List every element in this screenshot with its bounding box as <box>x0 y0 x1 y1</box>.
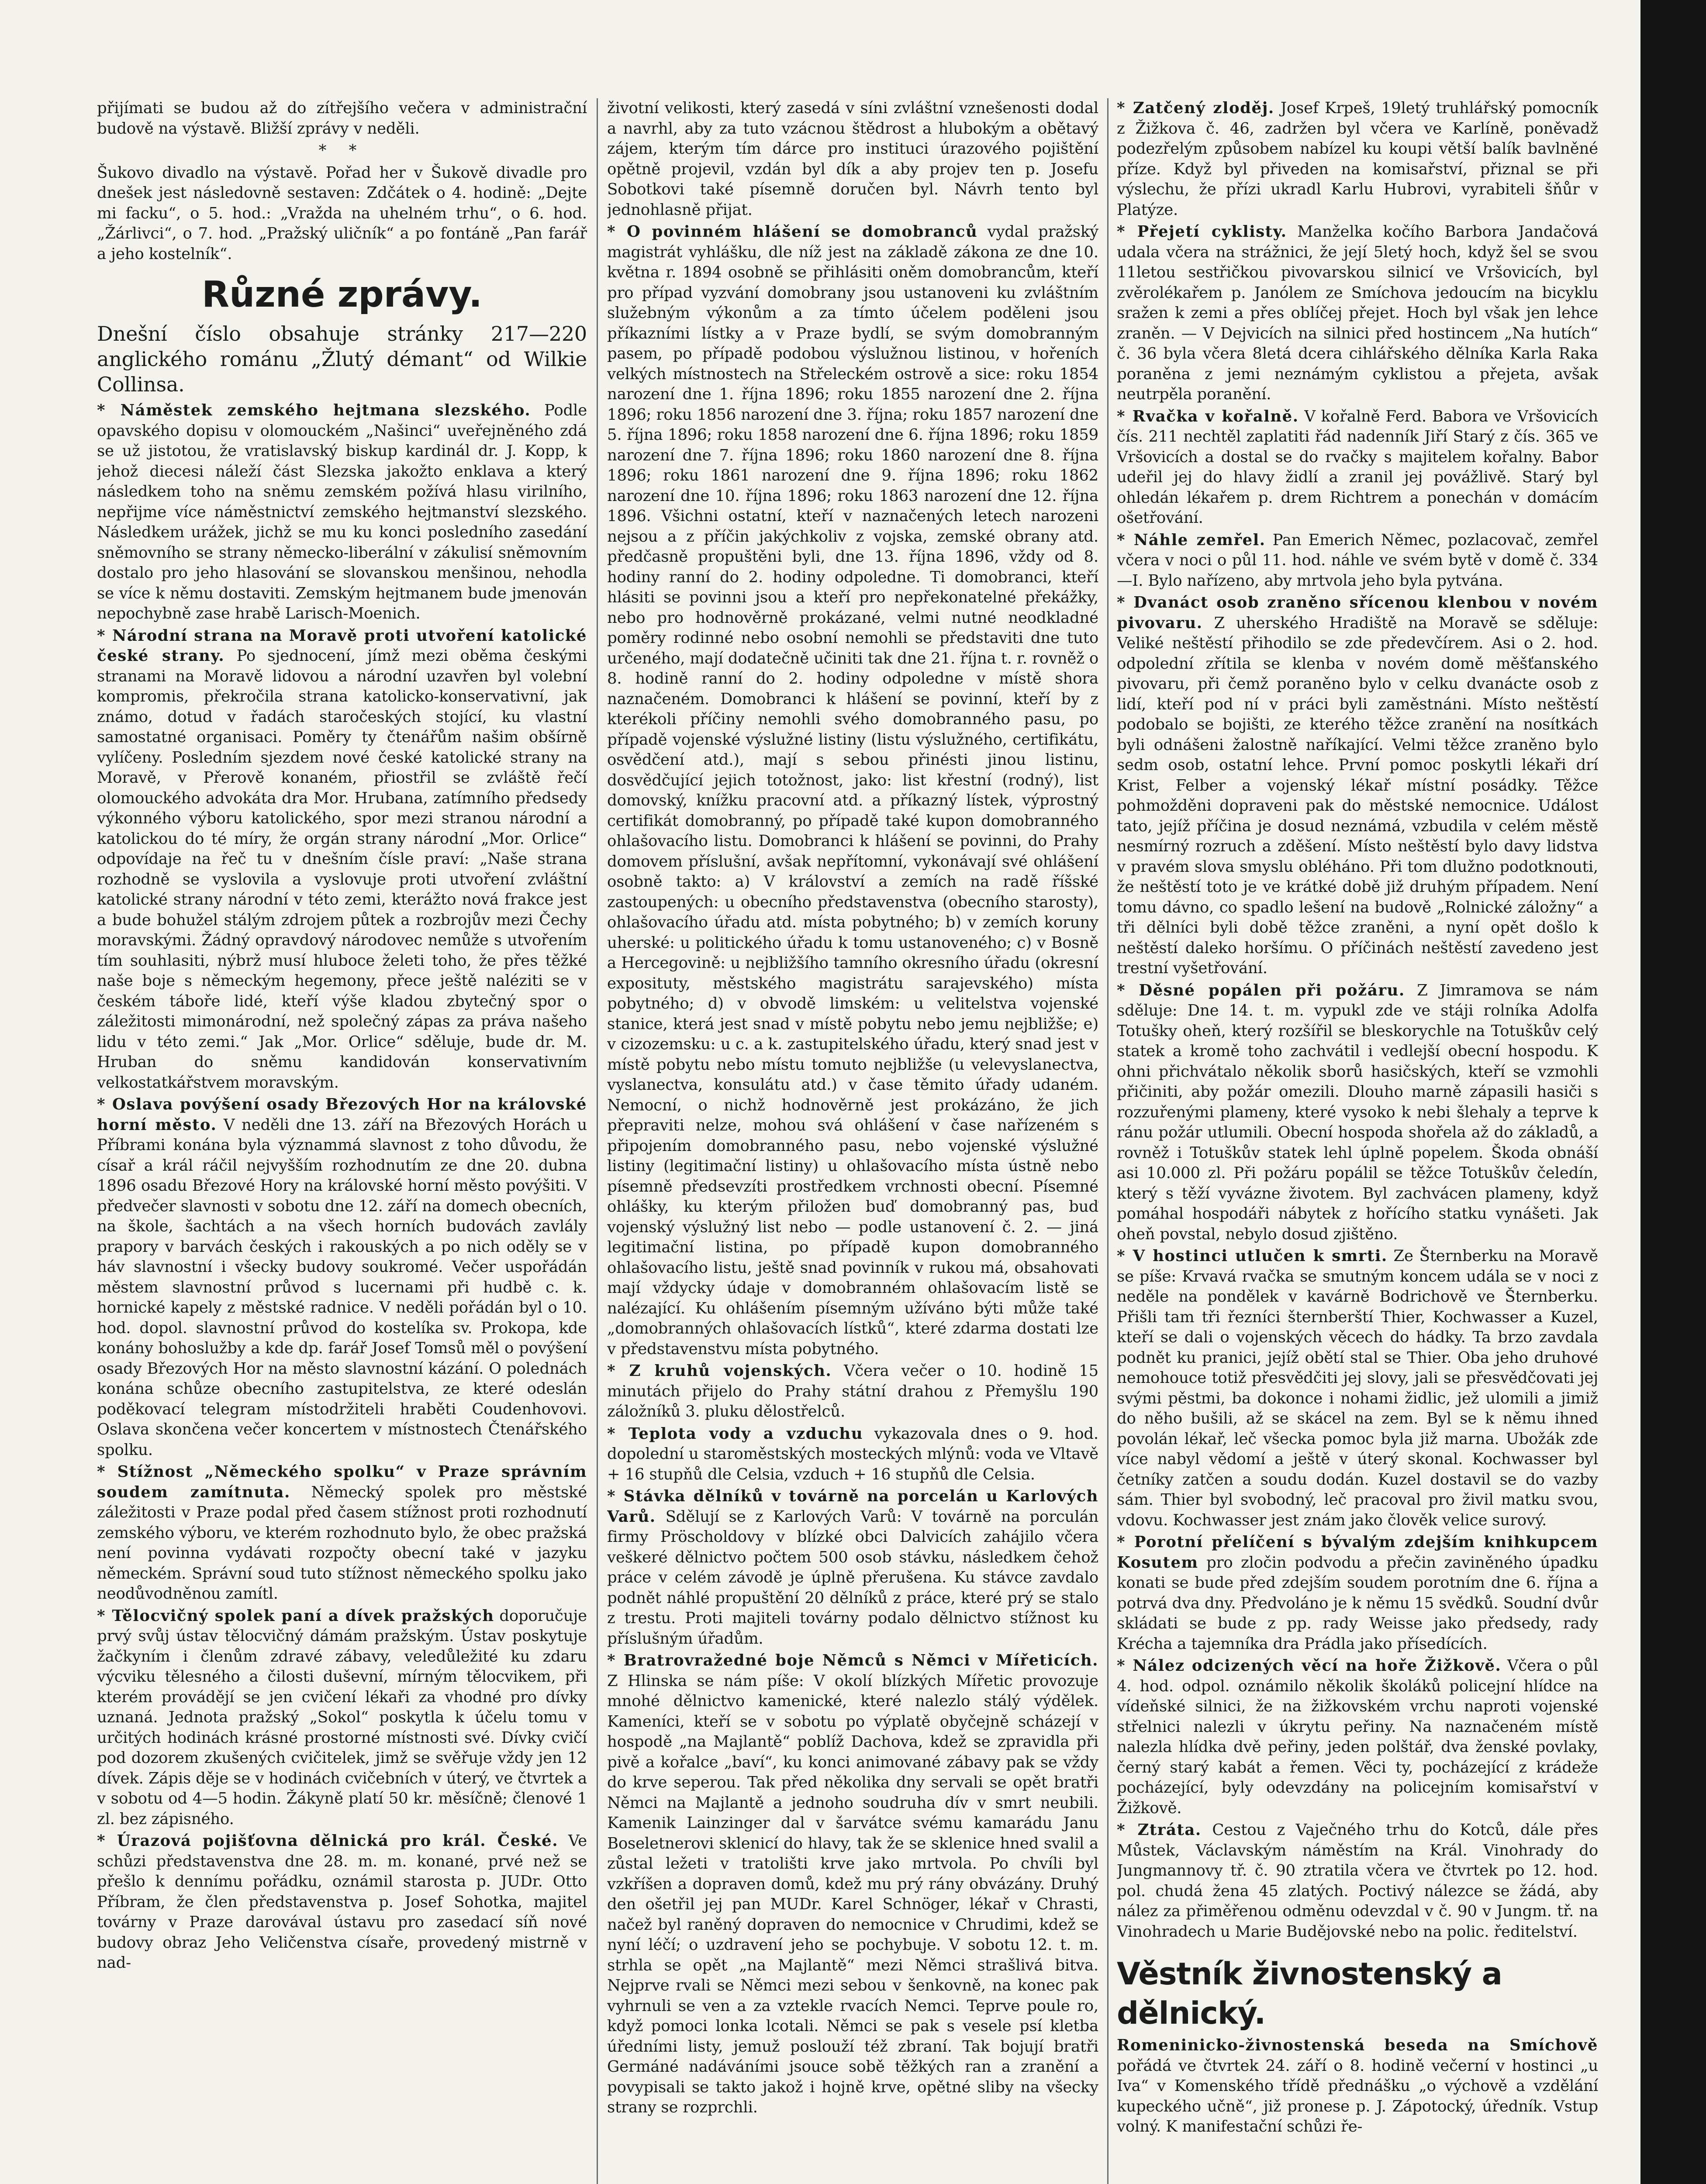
article-text: Sdělují se z Karlových Varů: V továrně na porculán firmy Pröscholdovy v blízké obci Dalvicích zahájilo včera veškeré dělnictvo počtem 500 osob stávku, následkem čehož práce v celém závodě je úplně přerušena. Ku stávce zavdalo podnět náhlé propuštění 20 dělníků z práce, které prý se stalo z trestu. Proti majiteli továrny podalo dělnictvo stížnost ku příslušným úřadům. <box>607 1507 1098 1648</box>
article-text: Včera o půl 4. hod. odpol. oznámilo několik školáků policejní hlídce na vídeňské silnici, že na žižkovském vrchu naproti vojenské střelnici nalezli v úkrytu peřiny. Na naznačeném místě nalezla hlídka dvě peřiny, jeden polštář, dva ženské povlaky, černý starý kabát a řemen. Věci ty, pocházející z krádeže pocházející, byly odevzdány na policejním komisařství v Žižkově. <box>1117 1657 1598 1817</box>
article-text: doporučuje prvý svůj ústav tělocvičný dámám pražským. Ústav poskytuje žačkyním i členům zdravé zábavy, veledůležité ku zdaru výcviku tělesného a čilosti duševní, mírným tělocvikem, při kterém provádějí se jen cvičení lékaři za vhodné pro dívky uznaná. Jednota pražský „Sokol“ poskytla k účelu tomu v určitých hodinách krásné prostorné místnosti své. Dívky cvičí pod dozorem zkušených cvičitelek, jimž se svěřuje vždy jen 12 dívek. Zápis děje se v hodinách cvičebních v úterý, ve čtvrtek a v sobotu od 4—5 hodin. Žákyně platí 50 kr. měsíčně; členové 1 zl. bez zápisného. <box>97 1607 587 1828</box>
article-text: Německý spolek pro městské záležitosti v Praze podal před časem stížnost proti rozhodnutí zemského výboru, ve kterém rozhodnuto bylo, že obec pražská není povinna vydávati rozpočty obecní také v jazyku německém. Správní soud tuto stížnost německého spolku jako neodůvodněnou zamítl. <box>97 1483 587 1603</box>
column-2 <box>607 98 1098 2184</box>
article-headline: * Úrazová pojišťovna dělnická pro král. České. <box>97 1832 559 1850</box>
article-text: Ve schůzi představenstva dne 28. m. m. konané, prvé než se přešlo k dennímu pořádku, oznámil starosta p. JUDr. Otto Příbram, že člen představenstva p. Josef Sohotka, majitel továrny v Praze darovával ústavu pro zasedací síň nové budovy obraz Jeho Veličenstva císaře, provedený mistrně v nad- <box>97 1832 587 1972</box>
article-text: přijímati se budou až do zítřejšího večera v administrační budově na výstavě. Bližší zprávy v neděli. <box>97 99 587 138</box>
column-1 <box>97 98 587 2184</box>
article-headline: * O povinném hlášení se domobranců <box>607 223 978 241</box>
article-headline: * Ztráta. <box>1117 1821 1202 1839</box>
article-headline: * Teplota vody a vzduchu <box>607 1424 863 1443</box>
article-headline: * Národní strana na Moravě proti utvoření katolické české strany. <box>97 626 587 665</box>
article-headline: * Náměstek zemského hejtmana slezského. <box>97 401 531 419</box>
page-edge <box>1640 0 1706 2184</box>
section-title: Věstník živnostenský a dělnický. <box>1117 1956 1502 2031</box>
article-headline: * Tělocvičný spolek paní a dívek pražských <box>97 1607 494 1625</box>
column-3 <box>1117 98 1598 2184</box>
article-headline: * Oslava povýšení osady Březových Hor na královské horní město. <box>97 1095 587 1134</box>
article-headline: * Stávka dělníků v továrně na porcelán u Karlových Varů. <box>607 1487 1098 1526</box>
article-headline: * Z kruhů vojenských. <box>607 1362 832 1380</box>
article-text: Josef Krpeš, 19letý truhlářský pomocník z Žižkova č. 46, zadržen byl včera ve Karlíně, poněvadž podezřelým způsobem nabízel ku koupi větší balík bavlněné příze. Když byl přiveden na komisařství, přiznal se při výslechu, že přízi ukradl Karlu Hubrovi, vyrabiteli šňůr v Platýze. <box>1117 99 1598 219</box>
column-rule-1 <box>597 98 598 2184</box>
article-headline: * Přejetí cyklisty. <box>1117 223 1287 241</box>
article-headline: * Děsné popálen při požáru. <box>1117 981 1405 999</box>
article-headline: * Dvanáct osob zraněno sřícenou klenbou v novém pivovaru. <box>1117 594 1598 632</box>
article-headline: * Stížnost „Německého spolku“ v Praze správním soudem zamítnuta. <box>97 1463 587 1501</box>
article-text: Po sjednocení, jímž mezi oběma českými stranami na Moravě lidovou a národní uzavřen byl volební kompromis, překročila strana katolicko-konservativní, jak známo, dotud v řadách staročeských stojící, ku vlastní samostatné organisaci. Poměry ty čtenářům našim obšírně vylíčeny. Posledním sjezdem nové české katolické strany na Moravě, v Přerově konaném, přiostřil se zvláště řečí olomouckého advokáta dra Mor. Hrubana, zatímního předsedy výkonného výboru katolického, spor mezi stranou národní a katolickou do té míry, že orgán strany národní „Mor. Orlice“ odpovídaje na řeč tu v dnešním čísle praví: „Naše strana rozhodně se vyslovila a vyslovuje proti utvoření zvláštní katolické strany národní v této zemi, kterážto nová frakce jest a bude bohužel stálým zdrojem půtek a rozbrojův mezi Čechy moravskými. Žádný opravdový národovec nemůže s utvořením tím souhlasiti, nýbrž musí hluboce želeti toho, že přes těžké naše boje s německým hegemony, přece ještě naléziti se v českém táboře lidé, kteří výše kladou zbytečný spor o záležitosti mimonárodní, než společný zápas za práva našeho lidu v této zemi.“ Jak „Mor. Orlice“ sděluje, bude dr. M. Hruban do sněmu kandidován konservativním velkostatkářstvem moravským. <box>97 647 587 1092</box>
article-text: Z Hlinska se nám píše: V okolí blízkých Mířetic provozuje mnohé dělnictvo kamenické, které nalezlo stálý výdělek. Kameníci, kteří se v sobotu po výplatě obyčejně scházejí v hospodě „na Majlantě“ poblíž Dachova, kdež se zpravidla při pivě a kořalce „baví“, ku konci animované zábavy pak se vždy do krve seperou. Tak před několika dny servali se opět bratři Němci na Majlantě a jednoho soudruha dív v smrt neubili. Kamenik Lainzinger dal v šarvátce svému kamarádu Janu Boseletnerovi sklenicí do hlavy, tak že se sklenice hned svalil a zůstal ležeti v tratolišti krve jako mrtvola. Po chvíli byl vzkříšen a dopraven domů, kdež mu prý rány obvázány. Druhý den ošetřil jej pan MUDr. Karel Schnöger, lékař v Chrasti, načež byl raněný dopraven do nemocnice v Chrudimi, kdež se nyní léčí; o uzdravení jeho se pochybuje. V sobotu 12. t. m. strhla se opět „na Majlantě“ mezi Němci strašlivá bitva. Nejprve rvali se Němci mezi sebou v šenkovně, na konec pak vyhrnuli se ven a za vztekle rvacích Nemci. Teprve poule ro, když pomoci lonka lcotali. Němci se pak s vesele psí kletba úředními listy, jemuž poslouží též zbraní. Tak bojují bratři Germáné nadáváními jsouce sobě těžkých ran a zranění a povypisali se takto jakož i hojně krve, opětné sliby na všecky strany se rozprchli. <box>607 1672 1098 2116</box>
article-headline: * Zatčený zloděj. <box>1117 99 1274 117</box>
article-text: Ze Šternberku na Moravě se píše: Krvavá rvačka se smutným koncem udála se v noci z neděle na pondělek v kavárně Bodrichově ve Šternberku. Přišli tam tři řezníci šternberští Thier, Kochwasser a Kuzel, kteří se dali o vojenských věcech do hádky. Ta brzo zavdala podnět ku pranici, jejíž obětí stal se Thier. Oba jeho druhové nemohouce totiž přesvědčiti jej slovy, jali se přesvědčovati jej svými pěstmi, ba dokonce i nohami židlic, jež ulomili a jimiž do něho bušili, až se skácel na zem. Byl se k němu ihned povolán lékař, leč všecka pomoc byla již marna. Ubožák zde více nabyl vědomí a ještě v úterý skonal. Kochwasser byl četníky zatčen a soudu dodán. Kuzel dostavil se do vazby sám. Thier byl svobodný, leč pracoval pro živil matku svou, vdovu. Kochwasser jest znám jako člověk velice surový. <box>1117 1247 1598 1529</box>
section-title: Různé zprávy. <box>202 274 482 315</box>
article-headline: * Nález odcizených věcí na hoře Žižkově. <box>1117 1657 1502 1675</box>
article-text: vydal pražský magistrát vyhlášku, dle níž jest na základě zákona ze dne 10. května r. 1894 osobně se přihlásiti oněm domobrancům, kteří pro případ vyzvání domobrany jsou ustanoveni ku zvláštním služebným výkonům a za tímto účelem poděleni jsou příkazními lístky a v Praze bydlí, se svým domobranným pasem, po případě podobou výslužnou listinou, v hořeních velkých místnostech na Střeleckém ostrově a sice: roku 1854 narození dne 1. října 1896; roku 1855 narození dne 2. října 1896; roku 1856 narození dne 3. října; roku 1857 narození dne 5. října 1896; roku 1858 narození dne 6. října 1896; roku 1859 narození dne 7. října 1896; roku 1860 narození dne 8. října 1896; roku 1861 narození dne 9. října 1896; roku 1862 narození dne 10. října 1896; roku 1863 narození dne 12. října 1896. Všichni ostatní, kteří v naznačených letech narozeni nejsou a z příčin jakýchkoliv z vojska, zemské obrany atd. předčasně propuštěni byli, dne 13. října 1896, vždy od 8. hodiny ranní do 2. hodiny odpoledne. Ti domobranci, kteří hlásiti se povinni jsou a kteří pro nepřekonatelné překážky, nebo pro hodnověrně prokázané, velmi nutné neodkladné poměry rodinné nebo osobní nemohli se představiti dne tuto určeného, mají dodatečně učiniti tak dne 21. října t. r. rovněž o 8. hodině ranní do 2. hodiny odpoledne v místě shora naznačeném. Domobranci k hlášení se povinní, kteří by z kterékoli příčiny nemohli svého domobranného pasu, po případě vojenské výslužné listiny (listu výslužného, certifikátu, osvědčení atd.), mají s sebou přinésti jinou listinu, dosvědčující jejich totožnost, jako: list křestní (rodný), list domovský, knížku pracovní atd. a příkazný lístek, výprostný certifikát domobranný, po případě také kupon domobranného ohlašovacího listu. Domobranci k hlášení se povinni, do Prahy domovem příslušní, avšak nepřítomní, vykonávají své ohlášení osobně takto: a) V království a zemích na radě říšské zastoupených: u obecního představenstva (obecního starosty), ohlašovacího úřadu atd. místa pobytného; b) v zemích koruny uherské: u politického úřadu k tomu ustanoveného; c) v Bosně a Hercegovině: u nejbližšího tamního okresního úřadu (okresní exposituty, městského magistrátu sarajevského) místa pobytného; d) v obvodě limském: u velitelstva vojenské stanice, která jest snad v místě pobytu nebo jemu nejbližše; e) v cizozemsku: u c. a k. zastupitelského úřadu, který snad jest v místě pobytu nebo místu tomuto nejbližše (u velevyslanectva, vyslanectva, konsulátu atd.) v čase těmito úřady udaném. Nemocní, o nichž hodnověrně jest prokázáno, že jich přepraviti nelze, mohou svá ohlášení v čase nařízeném s připojením domobranného pasu, nebo vojenské výslužné listiny (legitimační listiny) u ohlašovacího místa ústně nebo písemně předsevzíti prostředkem vrchnosti obecní. Písemné ohlášky, ku kterým přiložen buď domobranný pas, buď vojenský výslužný list nebo — podle ustanovení č. 2. — jiná legitimační listina, po případě kupon domobranného ohlašovacího listu, ještě snad povinník v rukou má, obsahovati mají vždycky údaje v domobranném ohlašovacím listě se nalézající. Ku ohlášením písemným užíváno býti může také „domobranných ohlašovacích lístků“, které zdarma dostati lze v představenstvu místa pobytného. <box>607 223 1098 1358</box>
article-text: Cestou z Vaječného trhu do Kotců, dále přes Můstek, Václavským náměstím na Král. Vinohrady do Jungmannovy tř. č. 90 ztratila včera ve čtvrtek po 12. hod. pol. chudá žena 45 zlatých. Poctivý nálezce se žádá, aby nález za přiměřenou odměnu odevzdal v č. 90 v Jungm. tř. na Vinohradech u Marie Budějovské nebo na polic. ředitelství. <box>1117 1821 1598 1941</box>
article-text: životní velikosti, který zasedá v síni zvláštní vznešenosti dodal a navrhl, aby za tuto vzácnou štědrost a hlubokým a obětavý zájem, kterým tím dárce pro instituci úrazového pojištění opětně projevil, vzdán byl dík a aby projev ten p. Josefu Sobotkovi také písemně doručen byl. Návrh tento byl jednohlasně přijat. <box>607 99 1098 219</box>
article-text: pořádá ve čtvrtek 24. září o 8. hodině večerní v hostinci „u Iva“ v Komenského třídě přednášku „o výchově a vzdělání kupeckého učně“, již pronese p. J. Zápotocký, úředník. Vstup volný. K manifestační schůzi ře- <box>1117 2056 1598 2136</box>
article-headline: * Rvačka v kořalně. <box>1117 407 1299 425</box>
article-text: Podle opavského dopisu v olomouckém „Našinci“ uveřejněného zdá se už jistotou, že vratislavský biskup kardinál dr. J. Kopp, k jehož diecesi náleží část Slezska jakožto enklava a který následkem toho na sněmu zemském požívá hlasu virilního, nepřijme více náměstnictví zemského hejtmanství slezského. Následkem urážek, jichž se mu ku konci posledního zasedání sněmovního se strany německo-liberální v zákulisí sněmovním dostalo pro jeho hlasování se slovanskou menšinou, nehodla se více k němu dostaviti. Zemským hejtmanem bude jmenován nepochybně zase hrabě Larisch-Moenich. <box>97 401 587 622</box>
article-text: Manželka kočího Barbora Jandačová udala včera na strážnici, že její 5letý hoch, když šel se svou 11letou sestřičkou pivovarskou silnicí ve Vršovicích, byl zvěrolékařem p. Janólem ze Smíchova jedoucím na bicyklu sražen k zemi a přes oblíčej přejet. Hoch byl však jen lehce zraněn. — V Dejvicích na silnici před hostincem „Na hutích“ č. 36 byla včera 8letá dcera cihlářského dělníka Karla Raka poraněna z jemi neznámým cyklistou a přejeta, avšak neutrpěla poranění. <box>1117 223 1598 403</box>
article-text: pro zločin podvodu a přečin zaviněného úpadku konati se bude před zdejším soudem porotním dne 6. října a potrvá dva dny. Předvoláno je k němu 15 svědků. Soudní dvůr skládati se bude z pp. rady Weisse jako předsedy, rady Krécha a tajemníka dra Prádla jako přísedících. <box>1117 1553 1598 1653</box>
article-text: V neděli dne 13. září na Březových Horách u Příbrami konána byla význammá slavnost z toho důvodu, že císař a král ráčil nejvyšším rozhodnutím ze dne 20. dubna 1896 osadu Březové Hory na královské horní město povýšiti. V předvečer slavnosti v sobotu dne 12. září na domech obecních, na škole, šachtách a na všech horních budovách zavlály prapory v barvách českých i rakouských a po nich oděly se v háv slavnostní i všecky budovy soukromé. Večer uspořádán městem slavnostní průvod s lucernami při hudbě c. k. hornické kapely z městské radnice. V neděli pořádán byl o 10. hod. dopol. slavnostní průvod do kostelíka sv. Prokopa, kde konány bohoslužby a kde dp. farář Josef Tomsů měl o povýšení osady Březových Hor na město slavnostní kázání. O polednách konána schůze obecního zastupitelstva, ze které odeslán poděkovací telegram místodržiteli hraběti Coudenhovovi. Oslava skončena večer koncertem v místnostech Čtenářského spolku. <box>97 1116 587 1459</box>
article-text: Šukovo divadlo na výstavě. Pořad her v Šukově divadle pro dnešek jest následovně sestaven: Zdčátek o 4. hodině: „Dejte mi facku“, o 5. hod.: „Vražda na uhelném trhu“, o 6. hod. „Žárlivci“, o 7. hod. „Pražský uličník“ a po fontáně „Pan farář a jeho kostelník“. <box>97 163 587 263</box>
article-headline: Romeninicko-živnostenská beseda na Smíchově <box>1117 2036 1598 2054</box>
article-text: Pan Emerich Němec, pozlacovač, zemřel včera v noci o půl 11. hod. náhle ve svém bytě v domě č. 334—I. Bylo nařízeno, aby mrtvola jeho byla pytvána. <box>1117 531 1598 590</box>
star-separator: * * <box>318 142 366 159</box>
article-text: Z Jimramova se nám sděluje: Dne 14. t. m. vypukl zde ve stáji rolníka Adolfa Totušky oheň, který rozšířil se bleskorychle na Totuškův celý statek a kromě toho zachvátil i vedlejší obecní hospodu. K ohni přichvátalo několik sborů hasičských, kteří se vzmohli přičiniti, aby požár omezili. Dlouho marně zápasili hasiči s rozzuřenými plameny, které vysoko k nebi šlehaly a teprve k ránu požár utlumili. Obecní hospoda shořela až do základů, a rovněž i Totuškův statek lehl úplně popelem. Škoda obnáší asi 10.000 zl. Při požáru popálil se těžce Totuškův čeledín, který s těží vyvázne životem. Byl zachvácen plameny, když pomáhal hospodáři nábytek z hořícího statku vynášeti. Jak oheň povstal, nebylo dosud zjištěno. <box>1117 981 1598 1243</box>
notice-text: Dnešní číslo obsahuje stránky 217—220 anglického románu „Žlutý démant“ od Wilkie Collinsa. <box>97 322 587 396</box>
article-headline: * Bratrovražedné boje Němců s Němci v Mířeticích. <box>607 1652 1098 1669</box>
article-text: Z uherského Hradiště na Moravě se sděluje: Veliké neštěstí přihodilo se zde předevčírem. Asi o 2. hod. odpolední zřítila se klenba v novém domě měšťanského pivovaru, při čemž poraněno bylo v celku dvanácte osob z lidí, kteří pod ní v práci byli zaměstnáni. Místo neštěstí podobalo se bojišti, ze kterého těžce zranění na nosítkách byli odnášeni žalostně naříkající. Velmi těžce zraněno bylo sedm osob, ostatní lehce. První pomoc poskytli lékaři drí Krist, Felber a vojenský lékař místní posádky. Těžce pohmožděni dopraveni pak do městské nemocnice. Událost tato, jejíž příčina je dosud neznámá, vzbudila v celém městě nesmírný rozruch a zděšení. Místo neštěstí bylo davy lidstva v pravém slova smyslu obléháno. Při tom dlužno podotknouti, že neštěstí toto je ve krátké době již druhým případem. Není tomu dávno, co spadlo lešení na budově „Rolnické záložny“ a tři dělníci byli době těžce zraněni, a nyní opět došlo k neštěstí daleko horšímu. O příčinách neštěstí zavedeno jest trestní vyšetřování. <box>1117 614 1598 977</box>
article-headline: * Náhle zemřel. <box>1117 531 1266 549</box>
article-headline: * Porotní přelíčení s bývalým zdejším knihkupcem Kosutem <box>1117 1533 1598 1572</box>
article-text: vykazovala dnes o 9. hod. dopolední u staroměstských mosteckých mlýnů: voda ve Vltavě + 16 stupňů dle Celsia, vzduch + 16 stupňů dle Celsia. <box>607 1424 1098 1483</box>
article-headline: * V hostinci utlučen k smrti. <box>1117 1247 1388 1265</box>
article-text: Včera večer o 10. hodině 15 minutách přijelo do Prahy státní drahou z Přemyšlu 190 záložníků 3. pluku dělostřelců. <box>607 1362 1098 1420</box>
column-rule-2 <box>1107 98 1109 2184</box>
article-text: V kořalně Ferd. Babora ve Vršovicích čís. 211 nechtěl zaplatiti řád nadenník Jiří Starý z čís. 365 ve Vršovicích a dostal se do rvačky s majitelem kořalny. Babor udeřil jej do hlavy židlí a zranil jej povážlivě. Starý byl ohledán lékařem p. drem Richtrem a ponechán v domácím ošetřování. <box>1117 407 1598 527</box>
